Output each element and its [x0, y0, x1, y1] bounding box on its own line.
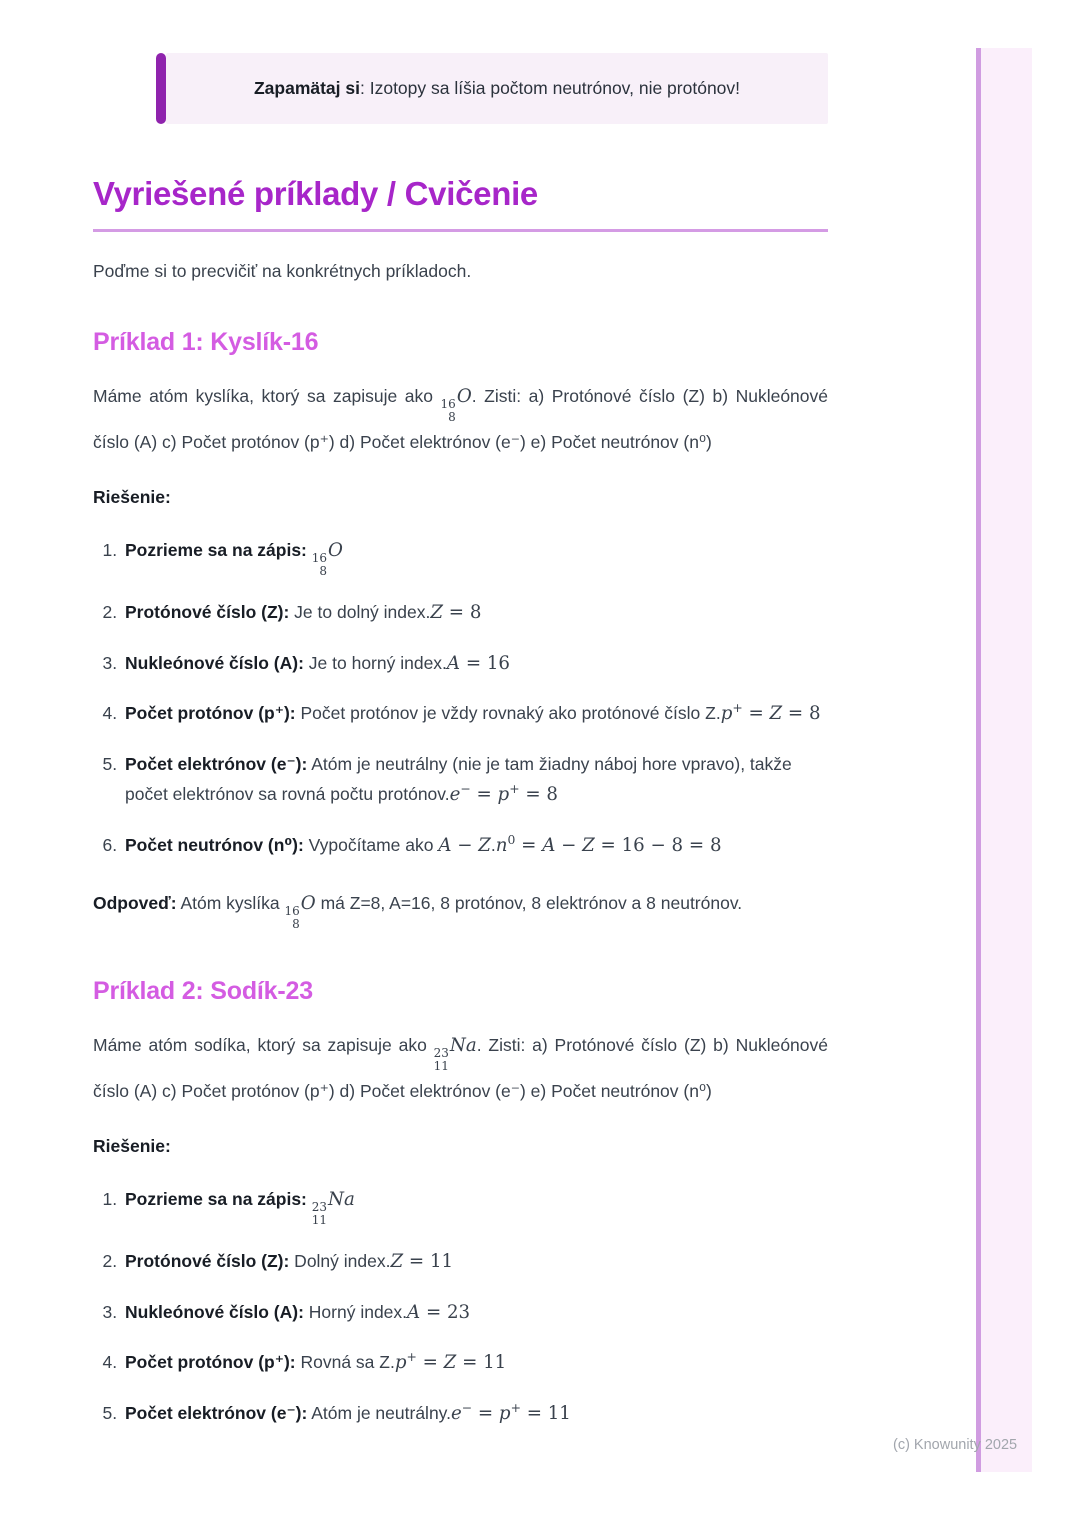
- solution-step: 4. Počet protónov (p⁺): Počet protónov je vždy rovnaký ako protónové číslo Z.p+ = Z = 8: [122, 698, 828, 730]
- solution-step: 2. Protónové číslo (Z): Je to dolný index.Z = 8: [122, 597, 828, 629]
- problem-statement: Máme atóm kyslíka, ktorý sa zapisuje ako 16 8 O. Zisti: a) Protónové číslo (Z) b) Nukleónové číslo (A) c) Počet protónov (p⁺) d) Počet elektrónov (e⁻) e) Počet neutrónov (n⁰): [93, 385, 829, 452]
- solution-steps: [93, 535, 828, 862]
- solution-label: Riešenie:: [93, 1135, 171, 1156]
- page-edge-strip: [976, 48, 1032, 1472]
- problem-statement: Máme atóm sodíka, ktorý sa zapisuje ako 23 11 Na. Zisti: a) Protónové číslo (Z) b) Nukleónové číslo (A) c) Počet protónov (p⁺) d) Počet elektrónov (e⁻) e) Počet neutrónov (n⁰): [93, 1034, 828, 1101]
- section-example-1: [93, 328, 828, 931]
- callout-text: Zapamätaj si : Izotopy sa líšia počtom neutrónov, nie protónov!: [166, 53, 828, 124]
- page-title: Vyriešené príklady / Cvičenie: [93, 175, 538, 212]
- section-example-2: [93, 977, 828, 1430]
- solution-step: 6. Počet neutrónov (n⁰): Vypočítame ako $A - Z.n^0 = A - Z = 16 - 8 = 8$: [122, 830, 828, 862]
- solution-step: 1. Pozrieme sa na zápis: 16 8 O: [122, 535, 828, 578]
- solution-step: 5. Počet elektrónov (e⁻): Atóm je neutrálny.e− = p+ = 11: [122, 1398, 828, 1430]
- callout-note: [156, 53, 828, 124]
- solution-step: 3. Nukleónové číslo (A): Horný index.A = 23: [122, 1297, 828, 1329]
- solution-steps: [93, 1184, 828, 1430]
- section-heading: Príklad 2: Sodík-23: [93, 976, 313, 1005]
- solution-label: Riešenie:: [93, 486, 171, 507]
- title-divider: [93, 229, 828, 232]
- copyright-footer: (c) Knowunity 2025: [893, 1437, 1018, 1453]
- intro-text: Poďme si to precvičiť na konkrétnych príkladoch.: [93, 260, 472, 281]
- answer-text: Odpoveď: Atóm kyslíka 16 8 O má Z=8, A=16, 8 protónov, 8 elektrónov a 8 neutrónov.: [93, 892, 743, 931]
- callout-accent-bar: [156, 53, 166, 124]
- section-heading: Príklad 1: Kyslík-16: [93, 327, 319, 356]
- solution-step: 5. Počet elektrónov (e⁻): Atóm je neutrálny (nie je tam žiadny náboj hore vpravo), takže počet elektrónov sa rovná počtu protónov.e− = p+ = 8: [122, 749, 828, 811]
- solution-step: 3. Nukleónové číslo (A): Je to horný index.A = 16: [122, 648, 828, 680]
- solution-step: 1. Pozrieme sa na zápis: 23 11 Na: [122, 1184, 828, 1227]
- document-content: [93, 0, 828, 1449]
- solution-step: 4. Počet protónov (p⁺): Rovná sa Z.p+ = Z = 11: [122, 1347, 828, 1379]
- solution-step: 2. Protónové číslo (Z): Dolný index.Z = 11: [122, 1246, 828, 1278]
